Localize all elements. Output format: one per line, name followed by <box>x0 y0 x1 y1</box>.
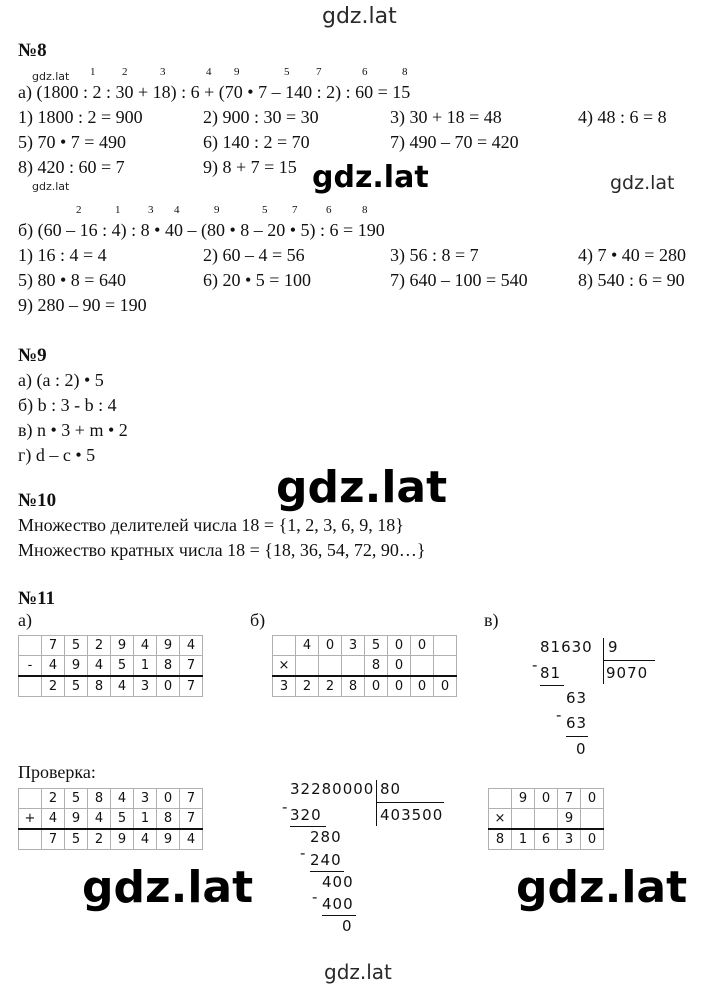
division-step: 81 <box>540 664 562 682</box>
check-label: Проверка: <box>18 762 96 782</box>
step-line <box>566 736 588 737</box>
quotient-line <box>376 802 444 803</box>
minus-sign: - <box>300 844 307 862</box>
digit <box>489 789 512 809</box>
digit: 4 <box>134 636 157 656</box>
digit: 9 <box>157 829 180 850</box>
digit: 0 <box>319 636 342 656</box>
digit: 0 <box>411 676 434 697</box>
ex8-b-step: 4) 7 • 40 = 280 <box>578 245 686 265</box>
digit: 8 <box>88 676 111 697</box>
order-mark: 1 <box>115 204 121 216</box>
ex9-heading: №9 <box>18 345 47 366</box>
digit: 3 <box>342 636 365 656</box>
digit <box>512 809 535 830</box>
division-step: 400 <box>322 873 354 891</box>
division-step: 240 <box>310 851 342 869</box>
order-mark: 5 <box>284 66 290 78</box>
multiplication-grid <box>272 635 457 697</box>
digit: 8 <box>342 676 365 697</box>
digit: 5 <box>365 636 388 656</box>
watermark-mid-1: gdz.lat <box>312 160 429 195</box>
digit <box>581 809 604 830</box>
digit: 8 <box>365 656 388 677</box>
digit: 4 <box>111 789 134 809</box>
ex8-a-step: 6) 140 : 2 = 70 <box>203 132 310 152</box>
watermark-footer: gdz.lat <box>324 960 392 984</box>
division-step: 0 <box>342 917 353 935</box>
digit: 4 <box>88 809 111 830</box>
digit: 0 <box>157 789 180 809</box>
digit: 1 <box>134 656 157 677</box>
subtraction-grid <box>18 635 203 697</box>
digit <box>434 656 457 677</box>
digit: 9 <box>512 789 535 809</box>
order-mark: 4 <box>206 66 212 78</box>
digit: 7 <box>180 789 203 809</box>
quotient: 9070 <box>606 664 649 682</box>
minus-sign: - <box>312 888 319 906</box>
ex8-b-step: 3) 56 : 8 = 7 <box>390 245 479 265</box>
digit: 4 <box>42 656 65 677</box>
ex9-item: г) d – c • 5 <box>18 445 96 465</box>
digit: 2 <box>42 789 65 809</box>
ex8-a-step: 3) 30 + 18 = 48 <box>390 107 502 127</box>
digit: 7 <box>42 829 65 850</box>
times-sign: × <box>489 809 512 830</box>
ex8-b-step: 1) 16 : 4 = 4 <box>18 245 107 265</box>
ex8-a-step: 2) 900 : 30 = 30 <box>203 107 319 127</box>
digit: 7 <box>558 789 581 809</box>
order-mark: 6 <box>326 204 332 216</box>
division-step: 400 <box>322 895 354 913</box>
digit: 5 <box>111 809 134 830</box>
ex8-b-step: 7) 640 – 100 = 540 <box>390 270 528 290</box>
digit: 7 <box>180 809 203 830</box>
digit: 2 <box>319 676 342 697</box>
digit: 5 <box>65 829 88 850</box>
step-line <box>290 826 326 827</box>
ex8-b-expression: б) (60 – 16 : 4) : 8 • 40 – (80 • 8 – 20 • 5) : 6 = 190 <box>18 220 385 240</box>
digit <box>535 809 558 830</box>
ex8-b-step: 8) 540 : 6 = 90 <box>578 270 685 290</box>
digit: 9 <box>558 809 581 830</box>
watermark-small-2: gdz.lat <box>32 180 70 193</box>
watermark-bottom-right: gdz.lat <box>516 862 688 913</box>
digit: 9 <box>65 656 88 677</box>
ex8-a-step: 4) 48 : 6 = 8 <box>578 107 667 127</box>
digit: 0 <box>388 656 411 677</box>
division-step: 320 <box>290 806 322 824</box>
ex9-item: а) (a : 2) • 5 <box>18 370 104 390</box>
watermark-mid-2: gdz.lat <box>610 172 675 194</box>
minus-sign: - <box>532 656 539 674</box>
digit: 0 <box>581 829 604 850</box>
ex8-b-step: 5) 80 • 8 = 640 <box>18 270 126 290</box>
digit: 3 <box>134 676 157 697</box>
digit: 0 <box>535 789 558 809</box>
ex8-b-step: 9) 280 – 90 = 190 <box>18 295 147 315</box>
order-mark: 4 <box>174 204 180 216</box>
digit: 8 <box>88 789 111 809</box>
division-bar <box>376 780 377 826</box>
order-mark: 9 <box>234 66 240 78</box>
minus-sign: - <box>19 656 42 677</box>
digit: 1 <box>512 829 535 850</box>
digit: 3 <box>273 676 296 697</box>
division-step: 0 <box>576 740 587 758</box>
order-mark: 3 <box>148 204 154 216</box>
ex9-item: в) n • 3 + m • 2 <box>18 420 128 440</box>
digit: 0 <box>388 676 411 697</box>
step-line <box>322 915 356 916</box>
digit <box>296 656 319 677</box>
digit: 4 <box>111 676 134 697</box>
digit: 0 <box>157 676 180 697</box>
order-mark: 3 <box>160 66 166 78</box>
digit: 9 <box>111 636 134 656</box>
digit: 2 <box>42 676 65 697</box>
digit: 0 <box>365 676 388 697</box>
digit: 3 <box>134 789 157 809</box>
quotient: 403500 <box>380 806 444 824</box>
digit: 0 <box>411 636 434 656</box>
addition-check-grid <box>18 788 203 850</box>
digit: 4 <box>180 829 203 850</box>
digit: 7 <box>180 656 203 677</box>
digit: 0 <box>388 636 411 656</box>
order-mark: 2 <box>122 66 128 78</box>
ex8-b-step: 2) 60 – 4 = 56 <box>203 245 305 265</box>
order-mark: 8 <box>362 204 368 216</box>
division-step: 63 <box>566 689 588 707</box>
dividend: 81630 <box>540 638 593 656</box>
ex8-a-step: 1) 1800 : 2 = 900 <box>18 107 143 127</box>
ex11-label-a: а) <box>18 610 32 630</box>
digit <box>411 656 434 677</box>
step-line <box>310 871 344 872</box>
digit: 7 <box>180 676 203 697</box>
ex11-heading: №11 <box>18 588 56 609</box>
digit: 7 <box>42 636 65 656</box>
divisor: 9 <box>608 638 619 656</box>
ex8-a-step: 5) 70 • 7 = 490 <box>18 132 126 152</box>
ex8-a-step: 9) 8 + 7 = 15 <box>203 157 297 177</box>
ex10-divisors: Множество делителей числа 18 = {1, 2, 3, 6, 9, 18} <box>18 515 404 535</box>
digit: 9 <box>65 809 88 830</box>
digit: 9 <box>111 829 134 850</box>
ex8-a-step: 8) 420 : 60 = 7 <box>18 157 125 177</box>
division-bar <box>603 638 604 684</box>
watermark-bottom-left: gdz.lat <box>82 862 254 913</box>
plus-sign: + <box>19 809 42 830</box>
ex8-a-expression: а) (1800 : 2 : 30 + 18) : 6 + (70 • 7 – 140 : 2) : 60 = 15 <box>18 82 411 102</box>
ex8-heading: №8 <box>18 40 47 61</box>
ex8-b-step: 6) 20 • 5 = 100 <box>203 270 311 290</box>
digit: 5 <box>65 636 88 656</box>
division-step: 63 <box>566 714 588 732</box>
digit: 9 <box>157 636 180 656</box>
order-mark: 7 <box>292 204 298 216</box>
digit: 8 <box>489 829 512 850</box>
digit: 2 <box>296 676 319 697</box>
times-sign: × <box>273 656 296 677</box>
watermark-top: gdz.lat <box>322 4 397 29</box>
digit: 2 <box>88 829 111 850</box>
order-mark: 2 <box>76 204 82 216</box>
digit: 8 <box>157 809 180 830</box>
digit: 8 <box>157 656 180 677</box>
digit: 4 <box>42 809 65 830</box>
digit: 2 <box>88 636 111 656</box>
quotient-line <box>603 660 655 661</box>
digit <box>273 636 296 656</box>
digit: 4 <box>180 636 203 656</box>
watermark-center: gdz.lat <box>276 462 448 513</box>
divisor: 80 <box>380 780 402 798</box>
ex8-a-step: 7) 490 – 70 = 420 <box>390 132 519 152</box>
ex11-label-b: б) <box>250 610 266 630</box>
order-mark: 6 <box>362 66 368 78</box>
dividend: 32280000 <box>290 780 375 798</box>
digit: 0 <box>581 789 604 809</box>
order-mark: 1 <box>90 66 96 78</box>
ex10-multiples: Множество кратных числа 18 = {18, 36, 54, 72, 90…} <box>18 540 426 560</box>
ex10-heading: №10 <box>18 490 57 511</box>
digit: 6 <box>535 829 558 850</box>
digit: 5 <box>65 789 88 809</box>
digit: 5 <box>111 656 134 677</box>
digit: 5 <box>65 676 88 697</box>
watermark-small-1: gdz.lat <box>32 70 70 83</box>
order-mark: 5 <box>262 204 268 216</box>
digit: 4 <box>134 829 157 850</box>
order-mark: 9 <box>214 204 220 216</box>
digit: 1 <box>134 809 157 830</box>
minus-sign: - <box>282 798 289 816</box>
order-mark: 7 <box>316 66 322 78</box>
ex11-label-v: в) <box>484 610 499 630</box>
step-line <box>540 685 564 686</box>
order-mark: 8 <box>402 66 408 78</box>
digit: 4 <box>296 636 319 656</box>
digit: 4 <box>88 656 111 677</box>
digit: 3 <box>558 829 581 850</box>
digit: 0 <box>434 676 457 697</box>
multiplication-check-grid <box>488 788 604 850</box>
division-step: 280 <box>310 828 342 846</box>
digit <box>342 656 365 677</box>
digit <box>434 636 457 656</box>
minus-sign: - <box>556 706 563 724</box>
ex9-item: б) b : 3 - b : 4 <box>18 395 117 415</box>
digit <box>319 656 342 677</box>
